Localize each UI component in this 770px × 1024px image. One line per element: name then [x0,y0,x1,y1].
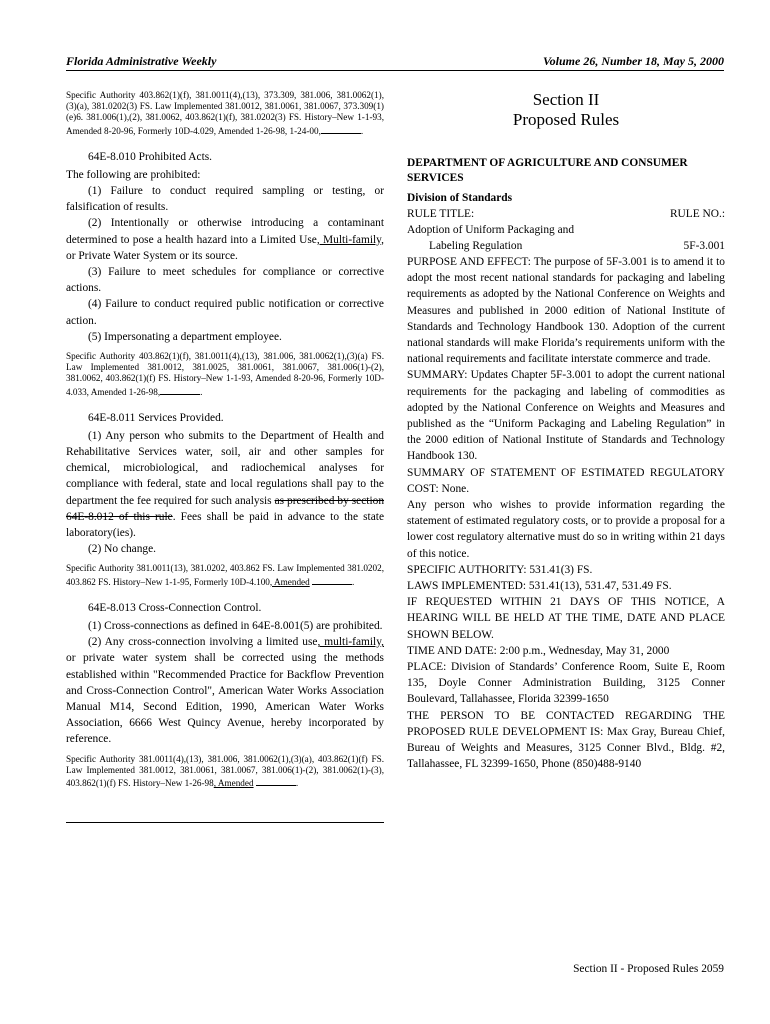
rule-paragraph: (3) Failure to meet schedules for compliance or corrective actions. [66,266,384,295]
laws-implemented: LAWS IMPLEMENTED: 531.41(13), 531.47, 531.49 FS. [407,580,672,593]
rule-name-line: Labeling Regulation 5F-3.001 [429,240,725,252]
rule-title: 64E-8.010 Prohibited Acts. [88,150,213,163]
contact-person: THE PERSON TO BE CONTACTED REGARDING THE PROPOSED RULE DEVELOPMENT IS: Max Gray, Bureau Chief, Bureau of Weights and Measures, 3125 Conner Blvd., Bldg. #2, Tallahassee, FL 32399-1650, Phone (850)488-9140 [407,709,725,771]
rule-number: 5F-3.001 [683,240,725,252]
purpose-and-effect: PURPOSE AND EFFECT: The purpose of 5F-3.001 is to amend it to adopt the most recent national standards for packaging and labeling requirements as adopted by the National Conference on Weights and Measures and published in 2000 edition of National Institute of Standards and Technology Handbook 130. Adoption of the current national standards will make Florida’s requirements uniform with the national requirements and facilitate interstate commerce and trade. [407,256,725,366]
rule-name-line: Adoption of Uniform Packaging and [407,224,575,236]
issue-info: Volume 26, Number 18, May 5, 2000 [542,54,724,68]
rule-title-row: RULE TITLE: RULE NO.: [407,208,725,220]
authority-note: Specific Authority 381.0011(4),(13), 381.006, 381.0062(1),(3)(a), 403.862(1)(f) FS. Law Implemented 381.0012, 381.0061, 381.0067, 381.006(1)-(2), 381.0062(1)-(3), 403.862(1)(f) FS. History–New 1-26-98, Amended . [66,753,384,788]
rule-paragraph: (2) Any cross-connection involving a limited use, multi-family, or private water system shall be corrected using the methods established within "Recommended Practice for Backflow Prevention and Cross-Connection Control", American Water Works Association Manual M14, Second Edition, 1990, American Water Works Association, 6666 West Quincy Avenue, hereby incorporated by reference. [66,636,384,746]
rule-title: 64E-8.011 Services Provided. [88,411,224,424]
hearing-time: TIME AND DATE: 2:00 p.m., Wednesday, May 31, 2000 [407,644,670,657]
rule-paragraph: (2) Intentionally or otherwise introducing a contaminant determined to pose a health hazard into a Limited Use, Multi-family, or Private Water System or its source. [66,217,384,262]
rule-paragraph: (2) No change. [88,543,156,556]
specific-authority: SPECIFIC AUTHORITY: 531.41(3) FS. [407,563,593,576]
rule-intro: The following are prohibited: [66,168,201,181]
rule-title: 64E-8.013 Cross-Connection Control. [88,601,262,614]
column-end-rule [66,822,384,823]
regulatory-cost: SUMMARY OF STATEMENT OF ESTIMATED REGULATORY COST: None. [407,466,725,495]
hearing-notice: IF REQUESTED WITHIN 21 DAYS OF THIS NOTICE, A HEARING WILL BE HELD AT THE TIME, DATE AND PLACE SHOWN BELOW. [407,596,725,641]
page-footer: Section II - Proposed Rules 2059 [573,963,724,975]
rule-paragraph: (4) Failure to conduct required public notification or corrective action. [66,298,384,327]
rule-paragraph: (5) Impersonating a department employee. [88,330,282,343]
authority-note: Specific Authority 403.862(1)(f), 381.0011(4),(13), 373.309, 381.006, 381.0062(1),(3)(a), 381.0202(3) FS. Law Implemented 381.0012, 381.0061, 381.0067, 373.309(1)(e)6. 381.006(1),(2), 381.0062, 403.862(1)(f), 381.0202(3) FS. History–New 1-1-93, Amended 8-20-96, Formerly 10D-4.029, Amended 1-26-98, 1-24-00, . [66,90,384,136]
rule-paragraph: (1) Failure to conduct required sampling or testing, or falsification of results. [66,185,384,214]
authority-note: Specific Authority 381.0011(13), 381.0202, 403.862 FS. Law Implemented 381.0202, 403.862 FS. History–New 1-1-95, Formerly 10D-4.100, Amended . [66,563,384,587]
division-heading: Division of Standards [407,192,513,204]
hearing-place: PLACE: Division of Standards’ Conference Room, Suite E, Room 135, Doyle Conner Administration Building, 3125 Conner Boulevard, Tallahassee, Florida 32399-1650 [407,661,725,706]
public-comment: Any person who wishes to provide information regarding the statement of estimated regulatory costs, or to provide a proposal for a lower cost regulatory alternative must do so in writing within 21 days of this notice. [407,499,725,560]
right-column [407,90,725,773]
section-heading: Section II Proposed Rules [512,90,620,129]
rule-paragraph: (1) Cross-connections as defined in 64E-8.001(5) are prohibited. [88,619,383,632]
rule-paragraph: (1) Any person who submits to the Department of Health and Rehabilitative Services water, soil, air and other samples for chemical, microbiological, and radiochemical analyses for compliance with federal, state and local regulations shall pay to the department the fee required for such analysis as prescribed by section 64E-8.012 of this rule. Fees shall be paid in advance to the state laboratory(ies). [66,429,385,540]
publication-title: Florida Administrative Weekly [66,54,217,68]
department-heading: DEPARTMENT OF AGRICULTURE AND CONSUMER SERVICES [407,157,688,184]
summary: SUMMARY: Updates Chapter 5F-3.001 to adopt the current national requirements for the packaging and labeling of commodities as adopted by the National Conference on Weights and Measures and published as the “Uniform Packaging and Labeling Regulation” in the 2000 edition of National Institute of Standards and Technology Handbook 130. [407,369,725,463]
authority-note: Specific Authority 403.862(1)(f), 381.0011(4),(13), 381.006, 381.0062(1),(3)(a) FS. Law Implemented 381.0012, 381.0025, 381.0061, 381.0067, 381.006(1)-(2), 381.0062, 403.862(1)(f) FS. History–New 1-1-93, Amended 8-20-96, Formerly 10D-4.033, Amended 1-26-98, . [66,351,384,397]
page-header [66,52,724,71]
left-column [66,90,384,789]
